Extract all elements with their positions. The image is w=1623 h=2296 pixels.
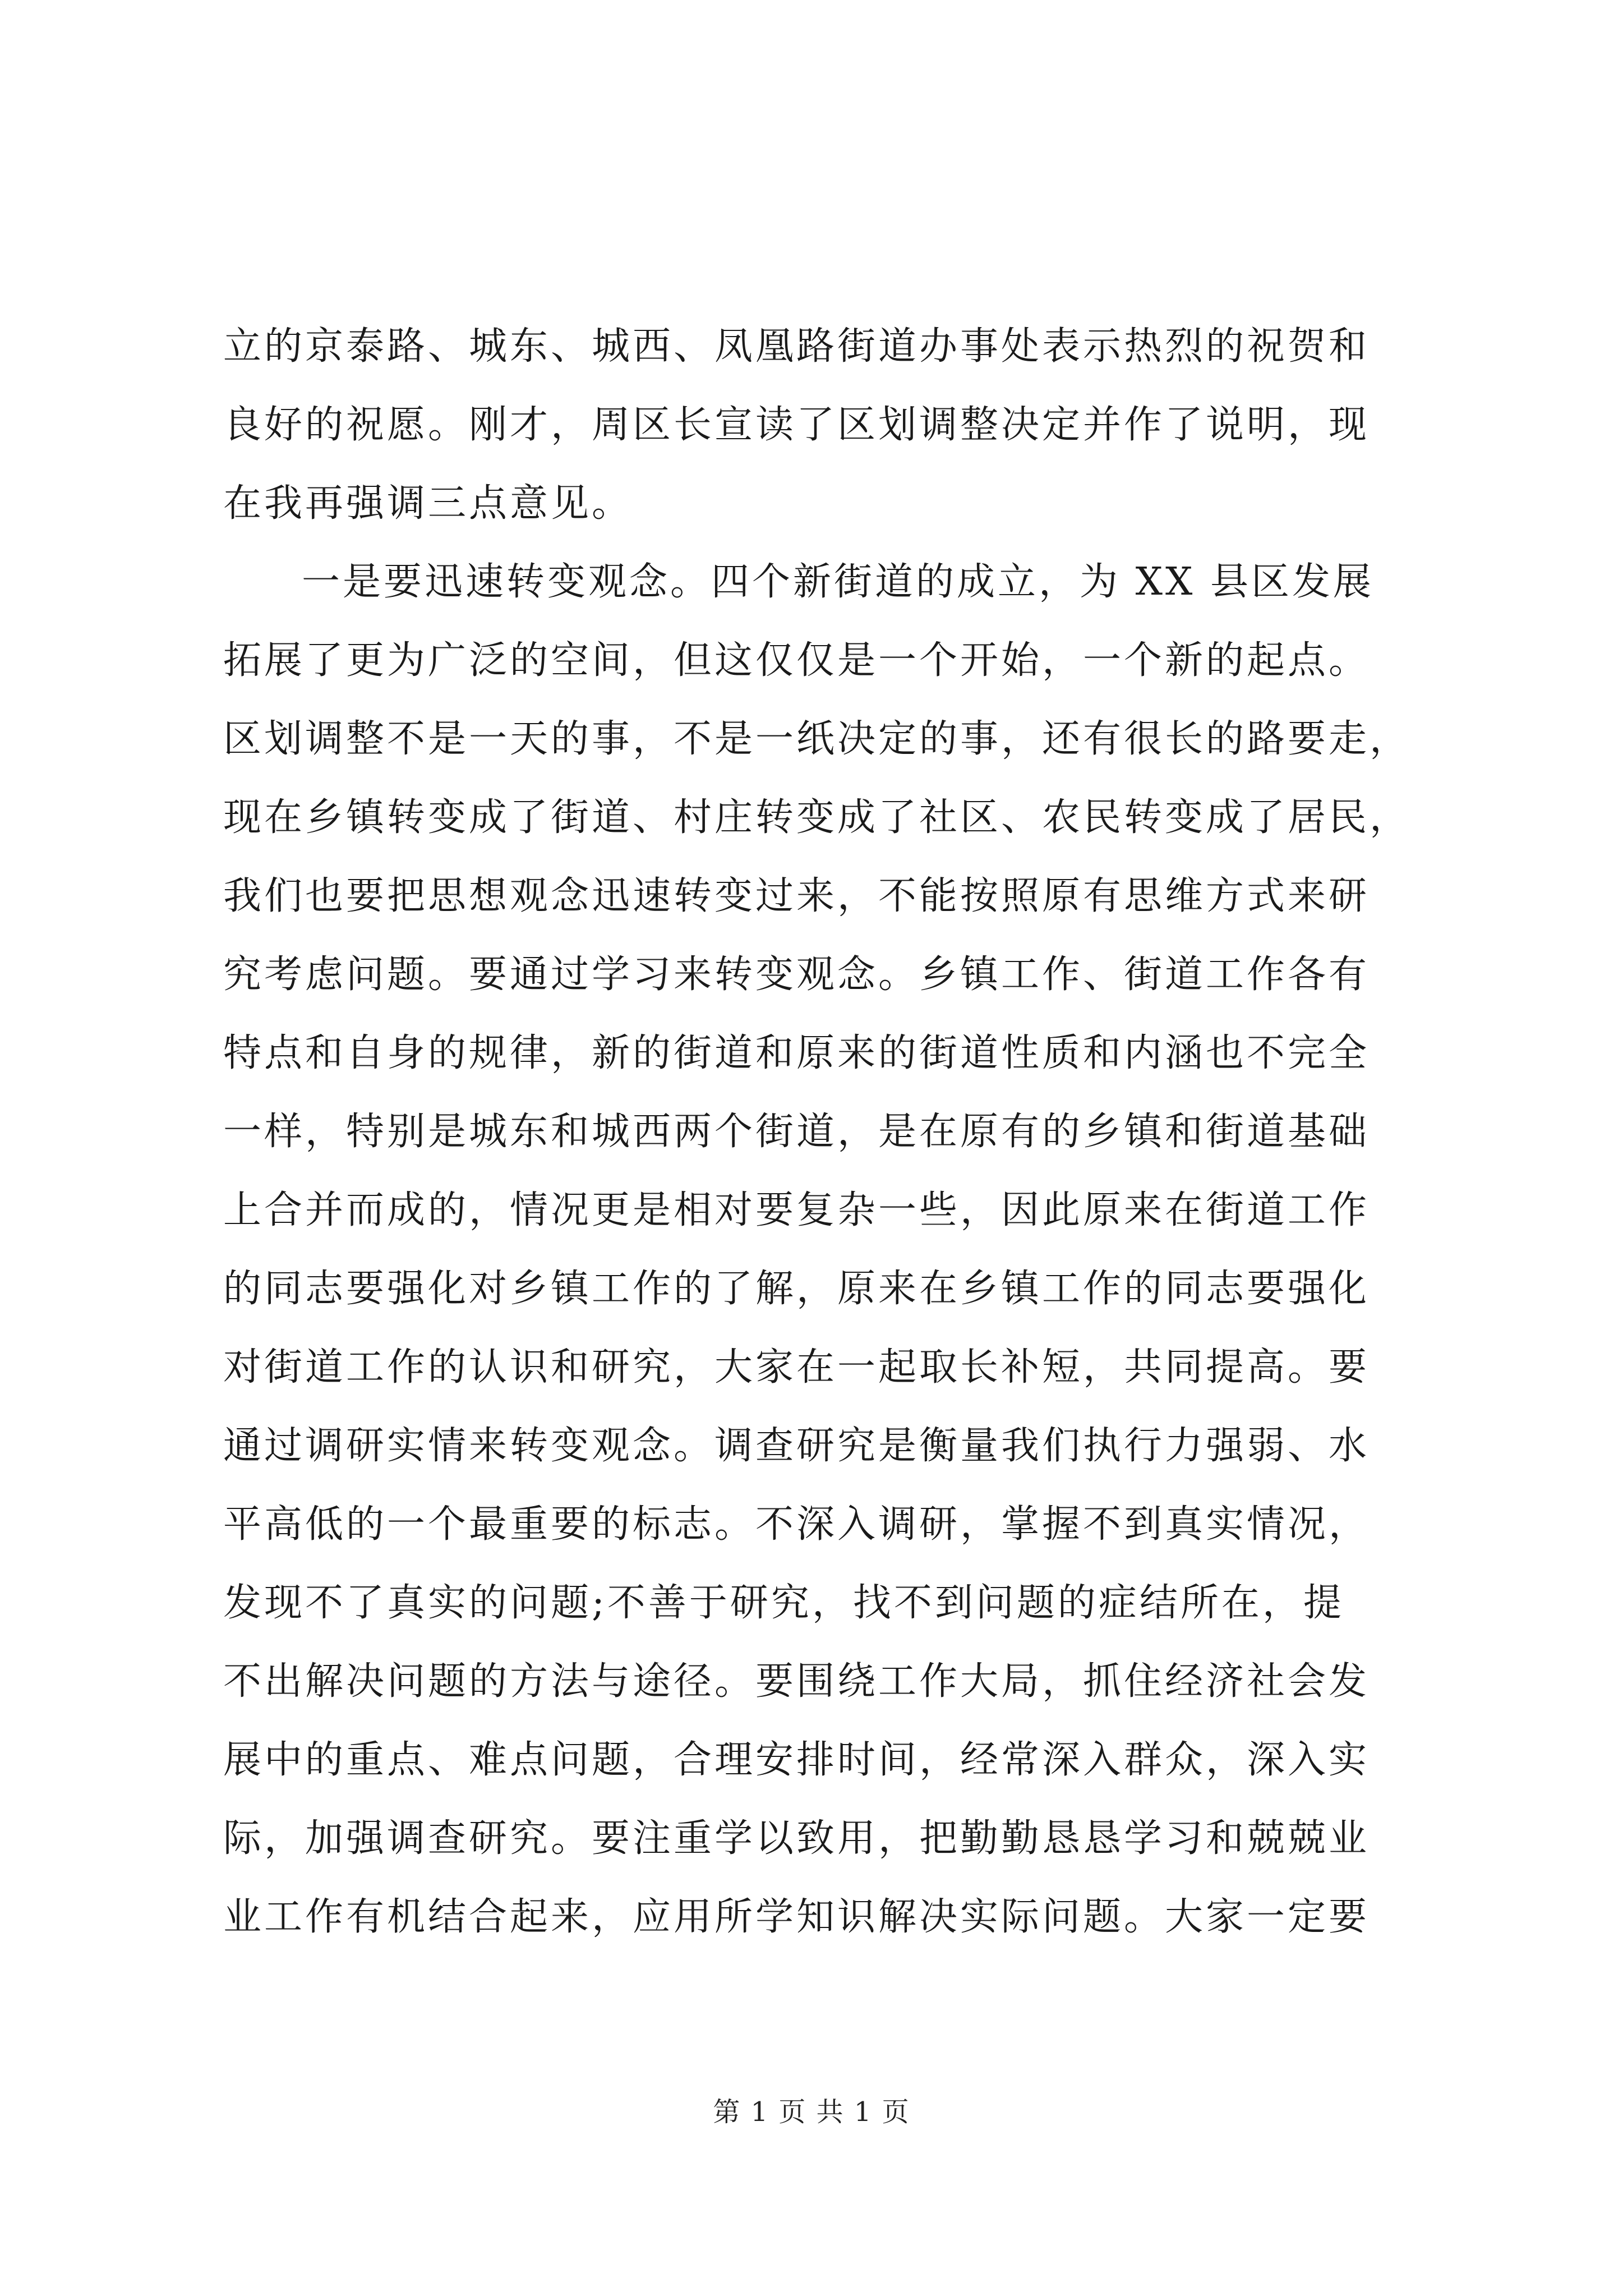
text-line: 拓展了更为广泛的空间，但这仅仅是一个开始，一个新的起点。: [223, 638, 1370, 683]
text-line: 发现不了真实的问题;不善于研究，找不到问题的症结所在，提: [223, 1581, 1344, 1625]
text-line: 的同志要强化对乡镇工作的了解，原来在乡镇工作的同志要强化: [223, 1267, 1370, 1311]
text-line: 不出解决问题的方法与途径。要围绕工作大局，抓住经济社会发: [223, 1659, 1370, 1704]
text-line: 良好的祝愿。刚才，周区长宣读了区划调整决定并作了说明，现: [223, 403, 1370, 447]
text-line: 特点和自身的规律，新的街道和原来的街道性质和内涵也不完全: [223, 1031, 1370, 1075]
body-text: [223, 307, 1411, 1957]
text-line: 究考虑问题。要通过学习来转变观念。乡镇工作、街道工作各有: [223, 953, 1370, 997]
text-line: 对街道工作的认识和研究，大家在一起取长补短，共同提高。要: [223, 1345, 1370, 1389]
text-line: 在我再强调三点意见。: [223, 481, 633, 526]
text-line: 区划调整不是一天的事，不是一纸决定的事，还有很长的路要走，: [223, 717, 1411, 761]
text-line: 平高低的一个最重要的标志。不深入调研，掌握不到真实情况，: [223, 1502, 1370, 1547]
text-line: 现在乡镇转变成了街道、村庄转变成了社区、农民转变成了居民，: [223, 795, 1411, 840]
paragraph-first-line: 一是要迅速转变观念。四个新街道的成立，为 XX 县区发展: [302, 560, 1375, 604]
text-line: 通过调研实情来转变观念。调查研究是衡量我们执行力强弱、水: [223, 1424, 1370, 1468]
text-line: 我们也要把思想观念迅速转变过来，不能按照原有思维方式来研: [223, 874, 1370, 918]
page-number-footer: 第 1 页 共 1 页: [713, 2096, 910, 2128]
text-line: 上合并而成的，情况更是相对要复杂一些，因此原来在街道工作: [223, 1188, 1370, 1232]
text-line: 展中的重点、难点问题，合理安排时间，经常深入群众，深入实: [223, 1738, 1370, 1782]
text-line: 际，加强调查研究。要注重学以致用，把勤勤恳恳学习和兢兢业: [223, 1816, 1370, 1861]
text-line: 立的京泰路、城东、城西、凤凰路街道办事处表示热烈的祝贺和: [223, 324, 1370, 369]
text-line: 业工作有机结合起来，应用所学知识解决实际问题。大家一定要: [223, 1895, 1370, 1939]
text-line: 一样，特别是城东和城西两个街道，是在原有的乡镇和街道基础: [223, 1110, 1370, 1154]
